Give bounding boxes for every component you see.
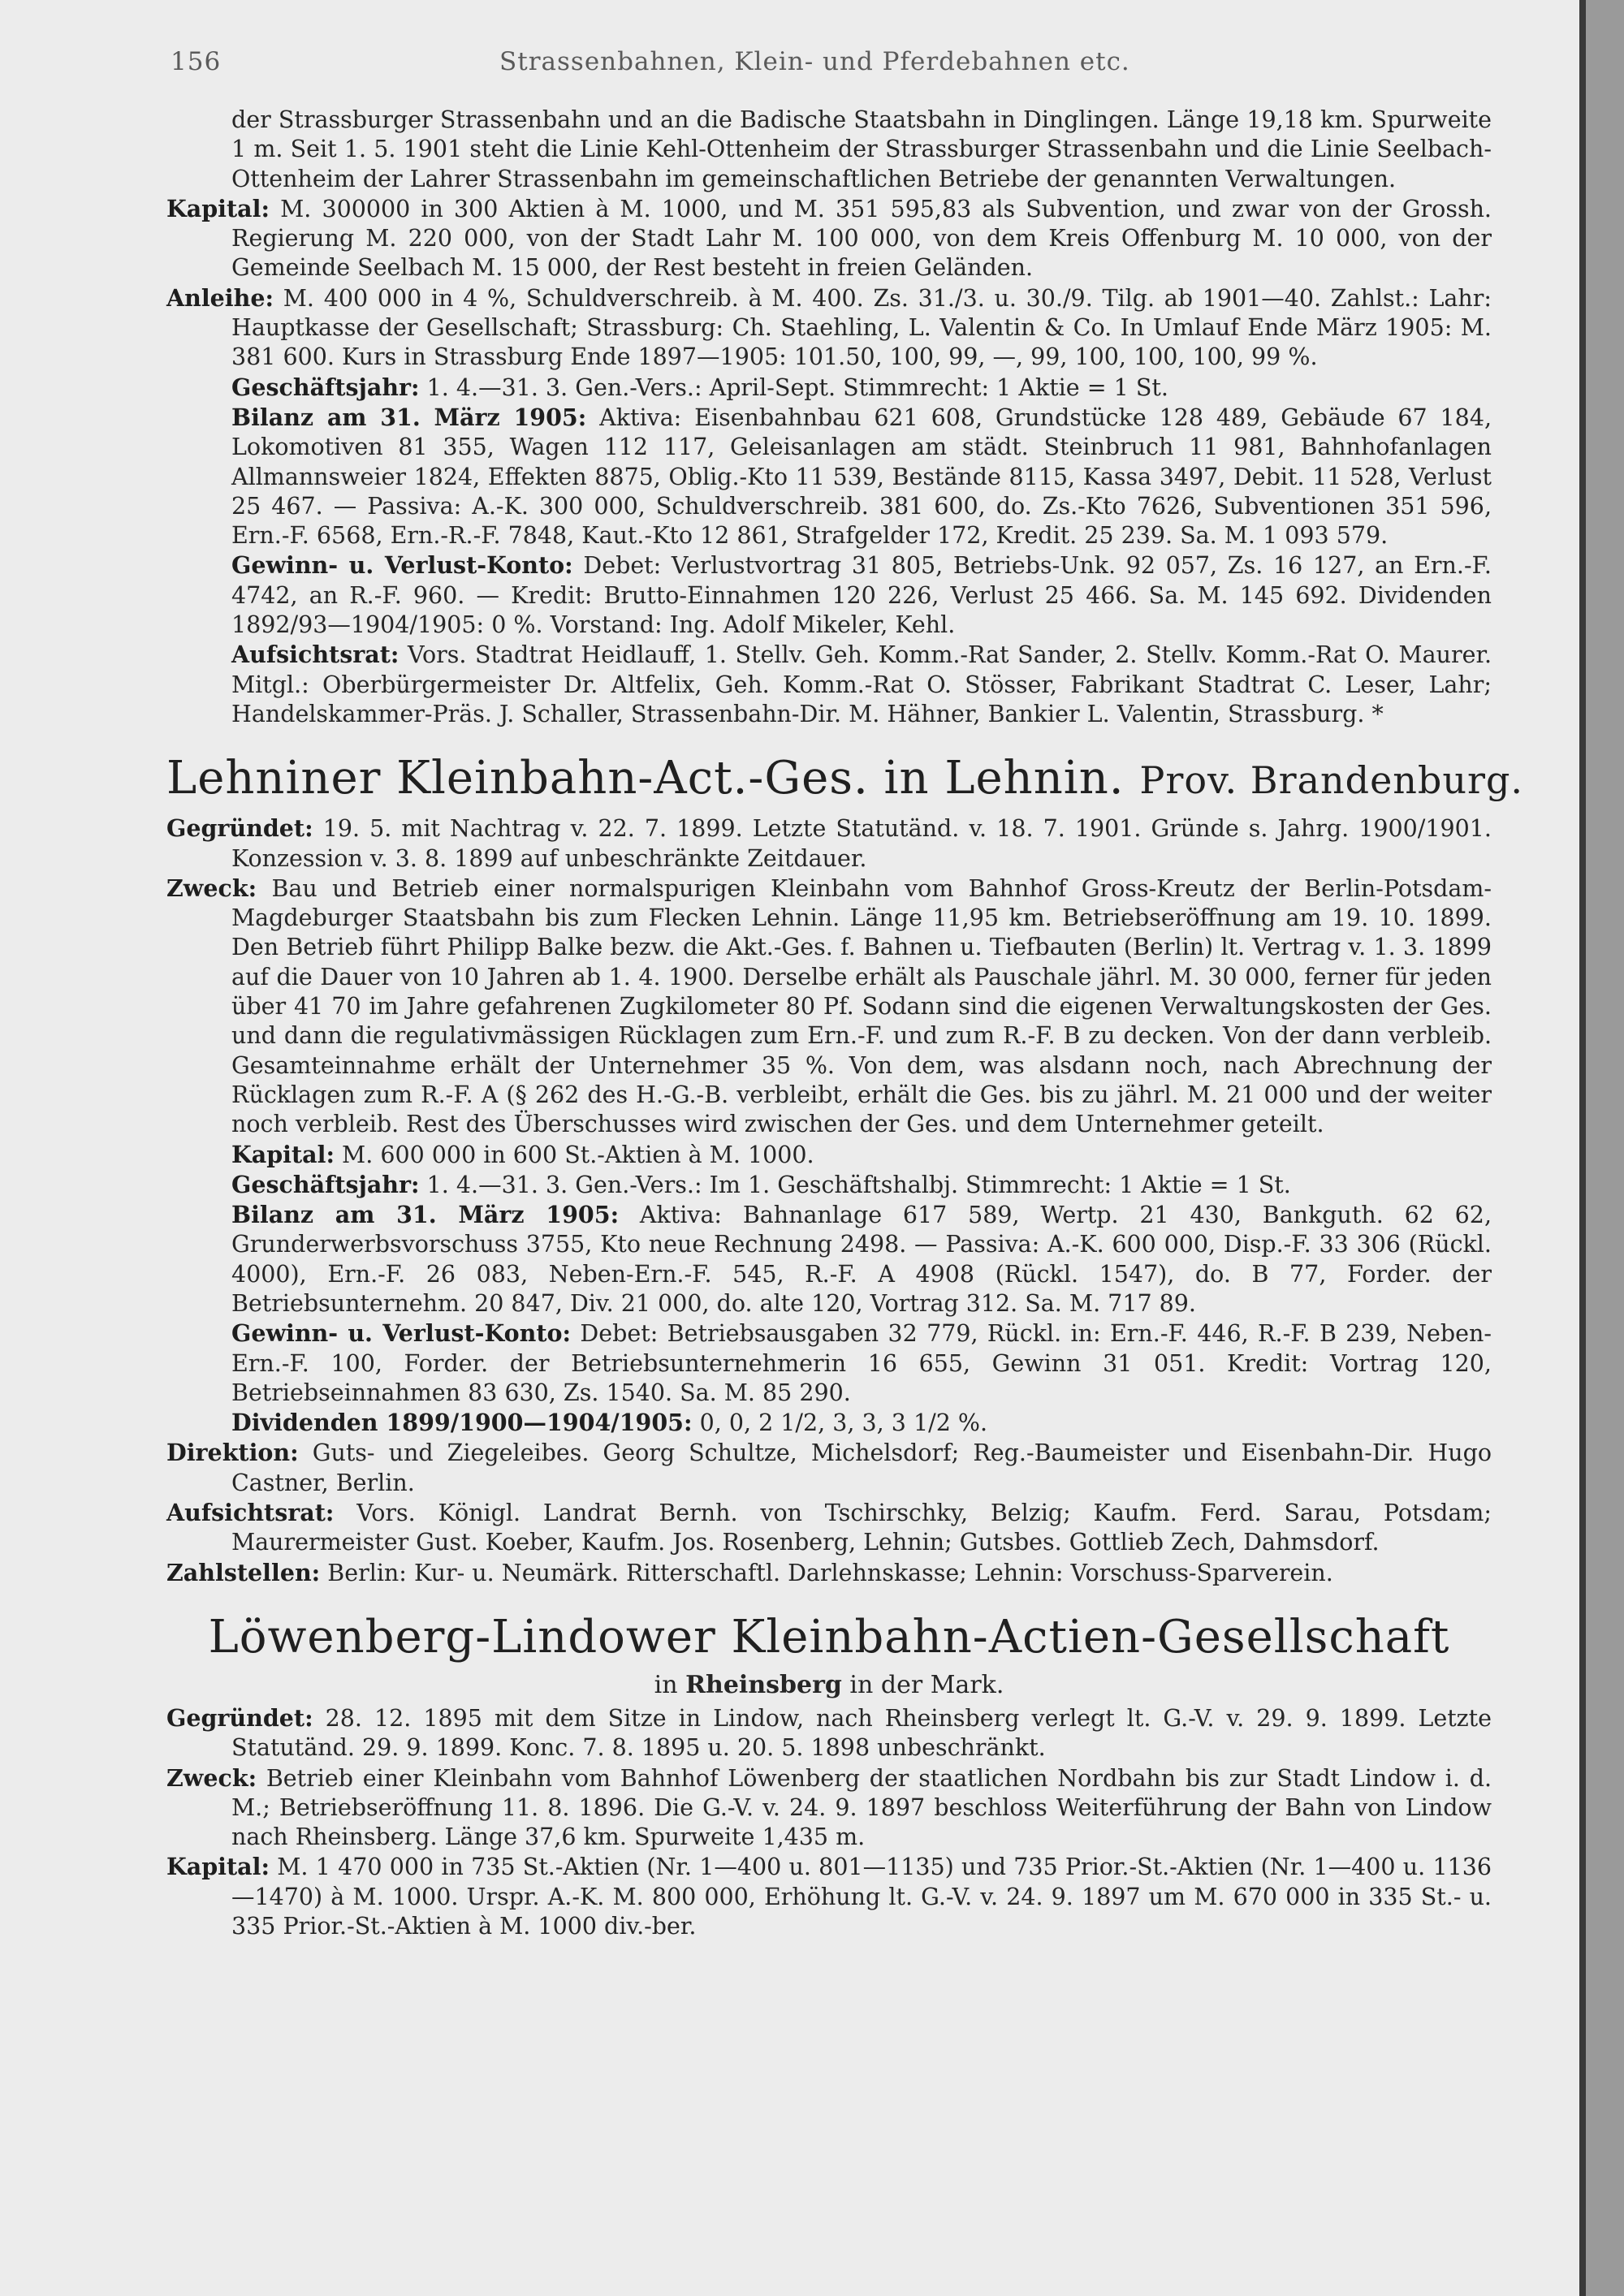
page-header bbox=[171, 47, 1494, 83]
paragraph-text: Guts- und Ziegeleibes. Georg Schultze, Michelsdorf; Reg.-Baumeister und Eisenbahn-Dir. Hugo Castner, Berlin. bbox=[231, 1439, 1492, 1496]
paragraph-text: der Strassburger Strassenbahn und an die Badische Staatsbahn in Dinglingen. Länge 19,18 km. Spurweite 1 m. Seit 1. 5. 1901 steht die Linie Kehl-Ottenheim der Strassburger Strassenbahn und die Linie Seelbach-Ottenheim der Lahrer Strassenbahn im gemeinschaftlichen Betriebe der genannten Verwaltungen. bbox=[231, 106, 1492, 192]
paragraph-label: Gegründet: bbox=[166, 1703, 313, 1732]
paragraph-label: Gewinn- u. Verlust-Konto: bbox=[231, 551, 573, 580]
intro-paragraph bbox=[166, 640, 1492, 729]
page-number: 156 bbox=[171, 47, 222, 76]
paragraph-label: Geschäftsjahr: bbox=[231, 373, 420, 401]
running-title: Strassenbahnen, Klein- und Pferdebahnen etc. bbox=[499, 47, 1130, 76]
paragraph-label: Kapital: bbox=[166, 194, 270, 222]
paragraph-text: 19. 5. mit Nachtrag v. 22. 7. 1899. Letzte Statutänd. v. 18. 7. 1901. Gründe s. Jahrg. 1900/1901. Konzession v. 3. 8. 1899 auf unbeschränkte Zeitdauer. bbox=[231, 815, 1492, 872]
intro-paragraph bbox=[166, 550, 1492, 640]
paragraph-text: Aktiva: Bahnanlage 617 589, Wertp. 21 430, Bankguth. 62 62, Grunderwerbsvorschuss 3755, Kto neue Rechnung 2498. — Passiva: A.-K. 600 000, Disp.-F. 33 306 (Rückl. 4000), Ern.-F. 26 083, Neben-Ern.-F. 545, R.-F. A 4908 (Rückl. 1547), do. B 77, Forder. der Betriebsunternehm. 20 847, Div. 21 000, do. alte 120, Vortrag 312. Sa. M. 717 89. bbox=[231, 1202, 1492, 1317]
section-title-loewenberg: Löwenberg-Lindower Kleinbahn-Actien-Gesellschaft bbox=[208, 1610, 1450, 1664]
paragraph-text: Vors. Königl. Landrat Bernh. von Tschirschky, Belzig; Kaufm. Ferd. Sarau, Potsdam; Maurermeister Gust. Koeber, Kaufm. Jos. Rosenberg, Lehnin; Gutsbes. Gottlieb Zech, Dahmsdorf. bbox=[231, 1500, 1492, 1556]
paragraph-label: Zweck: bbox=[166, 874, 257, 902]
section1-paragraph bbox=[166, 1200, 1492, 1318]
paragraph-text: M. 400 000 in 4 %, Schuldverschreib. à M. 400. Zs. 31./3. u. 30./9. Tilg. ab 1901—40. Zahlst.: Lahr: Hauptkasse der Gesellschaft; Strassburg: Ch. Staehling, L. Valentin & Co. In Umlauf Ende März 1905: M. 381 600. Kurs in Strassburg Ende 1897—1905: 101.50, 100, 99, —, 99, 100, 100, 100, 99 %. bbox=[231, 284, 1492, 371]
paragraph-text: Betrieb einer Kleinbahn vom Bahnhof Löwenberg der staatlichen Nordbahn bis zur Stadt Lindow i. d. M.; Betriebseröffnung 11. 8. 1896. Die G.-V. v. 24. 9. 1897 beschloss Weiterführung der Bahn von Lindow nach Rheinsberg. Länge 37,6 km. Spurweite 1,435 m. bbox=[231, 1764, 1492, 1851]
section1-paragraph bbox=[166, 1558, 1492, 1588]
paragraph-text: M. 600 000 in 600 St.-Aktien à M. 1000. bbox=[342, 1141, 814, 1168]
paragraph-text: Debet: Verlustvortrag 31 805, Betriebs-Unk. 92 057, Zs. 16 127, an Ern.-F. 4742, an R.-F. 960. — Kredit: Brutto-Einnahmen 120 226, Verlust 25 466. Sa. M. 145 692. Dividenden 1892/93—1904/1905: 0 %. Vorstand: Ing. Adolf Mikeler, Kehl. bbox=[231, 552, 1492, 639]
paragraph-text: Bau und Betrieb einer normalspurigen Kleinbahn vom Bahnhof Gross-Kreutz der Berlin-Potsdam-Magdeburger Staatsbahn bis zum Flecken Lehnin. Länge 11,95 km. Betriebseröffnung am 19. 10. 1899. Den Betrieb führt Philipp Balke bezw. die Akt.-Ges. f. Bahnen u. Tiefbauten (Berlin) lt. Vertrag v. 1. 3. 1899 auf die Dauer von 10 Jahren ab 1. 4. 1900. Derselbe erhält als Pauschale jährl. M. 30 000, ferner für jeden über 41 70 im Jahre gefahrenen Zugkilometer 80 Pf. Sodann sind die eigenen Verwaltungskosten der Ges. und dann die regulativmässigen Rücklagen zum Ern.-F. und zum R.-F. B zu decken. Von der dann verbleib. Gesamteinnahme erhält der Unternehmer 35 %. Von dem, was alsdann noch, nach Abrechnung der Rücklagen zum R.-F. A (§ 262 des H.-G.-B. verbleibt, erhält die Ges. bis zu jährl. M. 21 000 und der weiter noch verbleib. Rest des Überschusses wird zwischen der Ges. und dem Unternehmer geteilt. bbox=[231, 874, 1492, 1138]
section1-paragraph bbox=[166, 814, 1492, 874]
section1-paragraph bbox=[166, 874, 1492, 1140]
section2-paragraph bbox=[166, 1852, 1492, 1941]
subtitle-pre: in bbox=[654, 1670, 678, 1699]
section1-paragraph bbox=[166, 1318, 1492, 1408]
paragraph-label: Kapital: bbox=[166, 1853, 270, 1881]
intro-paragraph bbox=[166, 194, 1492, 283]
paragraph-label: Direktion: bbox=[166, 1439, 299, 1467]
paragraph-text: Berlin: Kur- u. Neumärk. Ritterschaftl. Darlehnskasse; Lehnin: Vorschuss-Sparverein. bbox=[327, 1559, 1333, 1586]
paragraph-text: M. 300000 in 300 Aktien à M. 1000, und M. 351 595,83 als Subvention, und zwar von der Grossh. Regierung M. 220 000, von der Stadt Lahr M. 100 000, von dem Kreis Offenburg M. 10 000, von der Gemeinde Seelbach M. 15 000, der Rest besteht in freien Geländen. bbox=[231, 195, 1492, 282]
paragraph-text: Aktiva: Eisenbahnbau 621 608, Grundstücke 128 489, Gebäude 67 184, Lokomotiven 81 355, Wagen 112 117, Geleisanlagen am städt. Steinbruch 11 981, Bahnhofanlagen Allmannsweier 1824, Effekten 8875, Oblig.-Kto 11 539, Bestände 8115, Kassa 3497, Debit. 11 528, Verlust 25 467. — Passiva: A.-K. 300 000, Schuldverschreib. 381 600, do. Zs.-Kto 7626, Subventionen 351 596, Ern.-F. 6568, Ern.-R.-F. 7848, Kaut.-Kto 12 861, Strafgelder 172, Kredit. 25 239. Sa. M. 1 093 579. bbox=[231, 404, 1492, 550]
paragraph-label: Zweck: bbox=[166, 1763, 257, 1792]
intro-paragraph bbox=[166, 403, 1492, 550]
paragraph-label: Zahlstellen: bbox=[166, 1558, 321, 1586]
section-title-lehnin bbox=[166, 752, 1524, 807]
paragraph-label: Dividenden 1899/1900—1904/1905: bbox=[231, 1409, 693, 1437]
paragraph-text: 28. 12. 1895 mit dem Sitze in Lindow, nach Rheinsberg verlegt lt. G.-V. v. 29. 9. 1899. Letzte Statutänd. 29. 9. 1899. Konc. 7. 8. 1895 u. 20. 5. 1898 unbeschränkt. bbox=[231, 1704, 1492, 1762]
intro-paragraph bbox=[166, 283, 1492, 373]
section2-paragraph bbox=[166, 1703, 1492, 1763]
section1-paragraph bbox=[166, 1438, 1492, 1498]
paragraph-text: 1. 4.—31. 3. Gen.-Vers.: Im 1. Geschäftshalbj. Stimmrecht: 1 Aktie = 1 St. bbox=[426, 1171, 1291, 1198]
paragraph-text: Vors. Stadtrat Heidlauff, 1. Stellv. Geh. Komm.-Rat Sander, 2. Stellv. Komm.-Rat O. Maurer. Mitgl.: Oberbürgermeister Dr. Altfelix, Geh. Komm.-Rat O. Stösser, Fabrikant Stadtrat C. Leser, Lahr; Handelskammer-Präs. J. Schaller, Strassenbahn-Dir. M. Hähner, Bankier L. Valentin, Strassburg. * bbox=[231, 641, 1492, 727]
paragraph-text: Debet: Betriebsausgaben 32 779, Rückl. in: Ern.-F. 446, R.-F. B 239, Neben-Ern.-F. 100, Forder. der Betriebsunternehmerin 16 655, Gewinn 31 051. Kredit: Vortrag 120, Betriebseinnahmen 83 630, Zs. 1540. Sa. M. 85 290. bbox=[231, 1320, 1492, 1406]
paragraph-label: Geschäftsjahr: bbox=[231, 1170, 420, 1198]
page-edge-shadow bbox=[1579, 0, 1586, 2296]
paragraph-text: M. 1 470 000 in 735 St.-Aktien (Nr. 1—400 u. 801—1135) und 735 Prior.-St.-Aktien (Nr. 1—400 u. 1136—1470) à M. 1000. Urspr. A.-K. M. 800 000, Erhöhung lt. G.-V. v. 24. 9. 1897 um M. 670 000 in 335 St.- u. 335 Prior.-St.-Aktien à M. 1000 div.-ber. bbox=[231, 1854, 1492, 1940]
subtitle-post: in der Mark. bbox=[849, 1670, 1004, 1699]
paragraph-label: Aufsichtsrat: bbox=[166, 1499, 335, 1527]
section1-paragraph bbox=[166, 1140, 1492, 1170]
paragraph-label: Gewinn- u. Verlust-Konto: bbox=[231, 1319, 572, 1348]
section-subtitle bbox=[166, 1671, 1492, 1700]
section-title-main: Lehniner Kleinbahn-Act.-Ges. in Lehnin. bbox=[166, 752, 1125, 805]
intro-paragraph bbox=[166, 373, 1492, 403]
paragraph-label: Bilanz am 31. März 1905: bbox=[231, 1201, 620, 1229]
paragraph-label: Anleihe: bbox=[166, 283, 274, 312]
paragraph-label: Bilanz am 31. März 1905: bbox=[231, 403, 587, 431]
paragraph-label: Gegründet: bbox=[166, 814, 313, 843]
paragraph-text: 0, 0, 2 1/2, 3, 3, 3 1/2 %. bbox=[699, 1409, 988, 1437]
intro-paragraph bbox=[166, 106, 1492, 194]
section1-paragraph bbox=[166, 1408, 1492, 1438]
subtitle-place: Rheinsberg bbox=[685, 1670, 842, 1699]
section-title-suffix: Prov. Brandenburg. bbox=[1139, 758, 1524, 803]
section1-paragraph bbox=[166, 1170, 1492, 1200]
section1-paragraph bbox=[166, 1498, 1492, 1558]
section2-paragraph bbox=[166, 1763, 1492, 1853]
page-content bbox=[166, 106, 1524, 1941]
paragraph-label: Aufsichtsrat: bbox=[231, 641, 400, 669]
scan-margin-strip bbox=[1579, 0, 1624, 2296]
paragraph-text: 1. 4.—31. 3. Gen.-Vers.: April-Sept. Stimmrecht: 1 Aktie = 1 St. bbox=[426, 373, 1168, 401]
paragraph-label: Kapital: bbox=[231, 1140, 335, 1168]
